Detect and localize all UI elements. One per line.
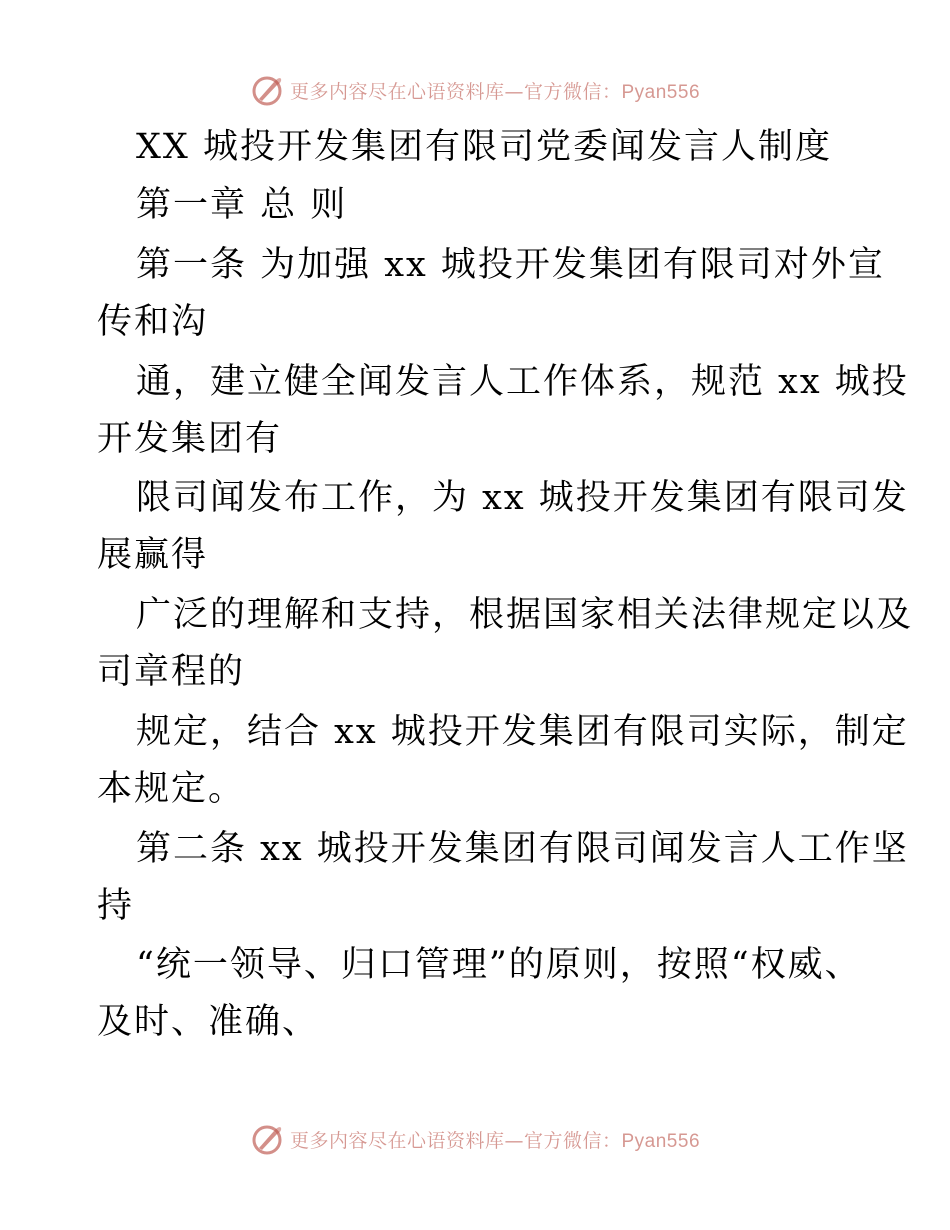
paragraph-line: 司章程的 <box>97 652 246 692</box>
paragraph-line: 第一条 为加强 xx 城投开发集团有限司对外宣 <box>136 245 885 285</box>
chapter-heading: 第一章 总 则 <box>136 185 348 225</box>
paragraph-line: 及时、准确、 <box>97 1002 320 1042</box>
watermark-wechat-id: Pyan556 <box>621 1130 701 1152</box>
paragraph-line: 第二条 xx 城投开发集团有限司闻发言人工作坚 <box>136 829 909 869</box>
paragraph-line: 广泛的理解和支持，根据国家相关法律规定以及 <box>136 595 914 635</box>
document-title: XX 城投开发集团有限司党委闻发言人制度 <box>136 127 832 167</box>
paragraph-line: 通，建立健全闻发言人工作体系，规范 xx 城投 <box>136 362 909 402</box>
paragraph-line: “统一领导、归口管理”的原则，按照“权威、 <box>136 945 862 985</box>
footer-watermark <box>0 1119 950 1159</box>
paragraph-line: 持 <box>97 886 135 926</box>
paragraph-line: 开发集团有 <box>97 419 283 459</box>
paragraph-line: 传和沟 <box>97 302 209 342</box>
paragraph-line: 展赢得 <box>97 535 209 575</box>
paragraph-line: 本规定。 <box>97 769 246 809</box>
quill-logo-icon <box>250 1122 284 1156</box>
watermark-wechat-id: Pyan556 <box>621 81 701 103</box>
watermark-text: 更多内容尽在心语资料库—官方微信：Pyan556 <box>289 1129 701 1152</box>
paragraph-line: 限司闻发布工作，为 xx 城投开发集团有限司发 <box>136 478 909 518</box>
watermark-text: 更多内容尽在心语资料库—官方微信：Pyan556 <box>289 80 701 103</box>
paragraph-line: 规定，结合 xx 城投开发集团有限司实际，制定 <box>136 712 909 752</box>
